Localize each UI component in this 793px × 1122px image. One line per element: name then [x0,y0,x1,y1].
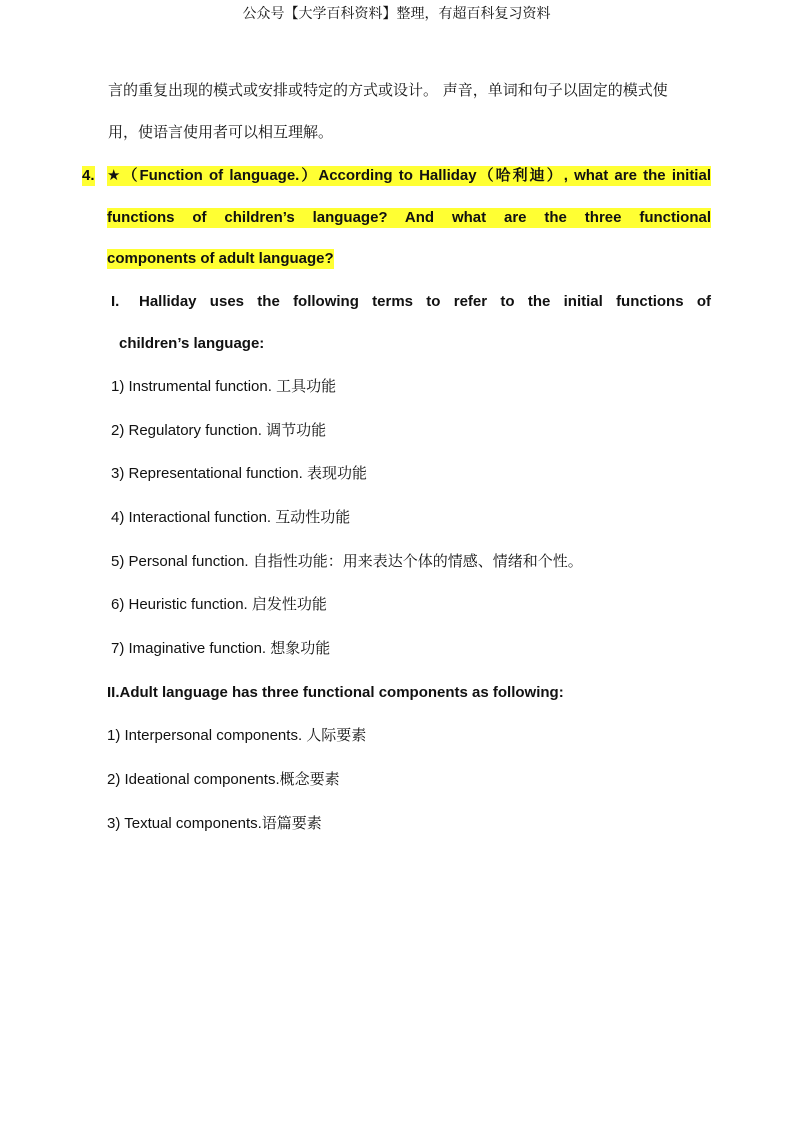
section1-number: I. [111,293,120,310]
list-item: 4) Interactional function. 互动性功能 [111,509,351,526]
question-line-3: components of adult language? [107,250,334,267]
list-item: 7) Imaginative function. 想象功能 [111,640,331,657]
list-item: 2) Regulatory function. 调节功能 [111,422,327,439]
list-item: 3) Textual components.语篇要素 [107,815,322,832]
intro-line-2: 用，使语言使用者可以相互理解。 [108,123,334,141]
list-item: 3) Representational function. 表现功能 [111,465,367,482]
section2-heading: II.Adult language has three functional components as following: [107,684,564,701]
page-header: 公众号【大学百科资料】整理，有超百科复习资料 [242,6,551,22]
question-line-1-text: ★（Function of language.）According to Halliday（哈利迪）, what are the initial [107,167,711,184]
question-line-1 [107,166,711,186]
list-item: 6) Heuristic function. 启发性功能 [111,596,327,613]
list-item: 1) Interpersonal components. 人际要素 [107,727,367,744]
section1-heading-line-1: Halliday uses the following terms to refer to the initial functions of [139,293,711,310]
question-line-2: functions of children’s language? And what are the three functional [107,209,711,226]
list-item: 5) Personal function. 自指性功能：用来表达个体的情感、情绪和个性。 [111,553,583,570]
intro-line-1: 言的重复出现的模式或安排或特定的方式或设计。 声音，单词和句子以固定的模式使 [108,81,668,99]
list-item: 1) Instrumental function. 工具功能 [111,378,337,395]
question-number: 4. [82,167,95,184]
section1-heading-line-2: children’s language: [119,335,265,352]
list-item: 2) Ideational components.概念要素 [107,771,340,788]
